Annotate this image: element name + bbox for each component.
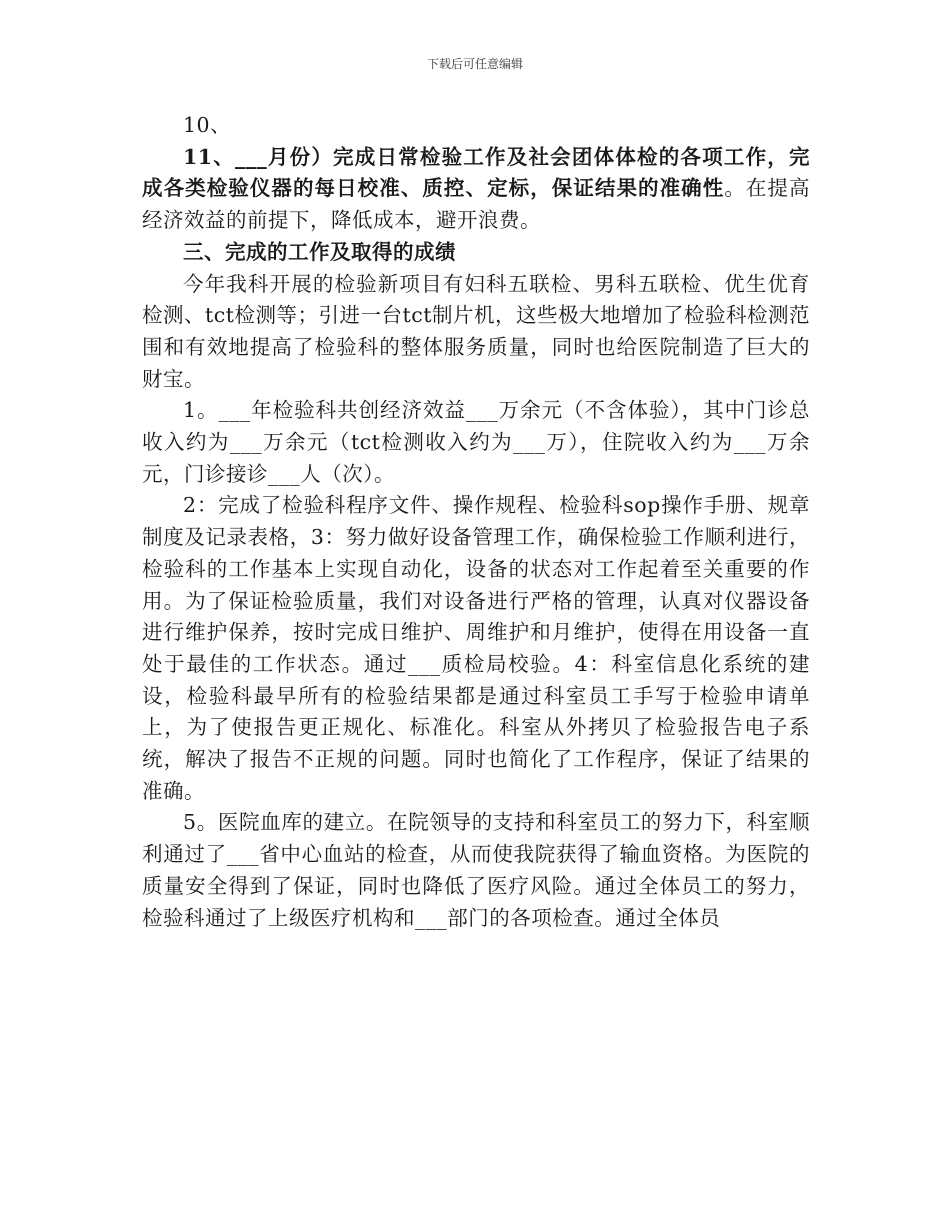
page-header: 下载后可任意编辑 (426, 57, 523, 71)
paragraph-intro: 今年我科开展的检验新项目有妇科五联检、男科五联检、优生优育检测、tct检测等；引进一台tct制片机，这些极大地增加了检验科检测范围和有效地提高了检验科的整体服务质量，同时也给医院制造了巨大的财宝。 (142, 271, 810, 391)
paragraph-item-1: 1。___年检验科共创经济效益___万余元（不含体验），其中门诊总收入约为___万余元（tct检测收入约为___万），住院收入约为___万余元，门诊接诊___人（次）。 (142, 398, 810, 486)
section-heading-3: 三、完成的工作及取得的成绩 (183, 239, 456, 264)
paragraph-11-rest: 。在提高经济效益的前提下，降低成本，避开浪费。 (142, 176, 811, 233)
paragraph-item-2: 2：完成了检验科程序文件、操作规程、检验科sop操作手册、规章制度及记录表格，3：努力做好设备管理工作，确保检验工作顺利进行，检验科的工作基本上实现自动化，设备的状态对工作起着至关重要的作用。为了保证检验质量，我们对设备进行严格的管理，认真对仪器设备进行维护保养，按时完成日维护、周维护和月维护，使得在用设备一直处于最佳的工作状态。通过___质检局校验。4：科室信息化系统的建设，检验科最早所有的检验结果都是通过科室员工手写于检验申请单上，为了使报告更正规化、标准化。科室从外拷贝了检验报告电子系统，解决了报告不正规的问题。同时也简化了工作程序，保证了结果的准确。 (142, 493, 810, 803)
paragraph-11-bold: 11、___月份）完成日常检验工作及社会团体体检的各项工作，完成各类检验仪器的每日校准、质控、定标，保证结果的准确性 (142, 144, 810, 201)
document-body (142, 110, 810, 934)
paragraph-item-5: 5。医院血库的建立。在院领导的支持和科室员工的努力下，科室顺利通过了___省中心血站的检查，从而使我院获得了输血资格。为医院的质量安全得到了保证，同时也降低了医疗风险。通过全体员工的努力，检验科通过了上级医疗机构和___部门的各项检查。通过全体员 (142, 810, 810, 930)
paragraph-10: 10、 (183, 113, 232, 137)
paragraph-11 (142, 142, 810, 237)
